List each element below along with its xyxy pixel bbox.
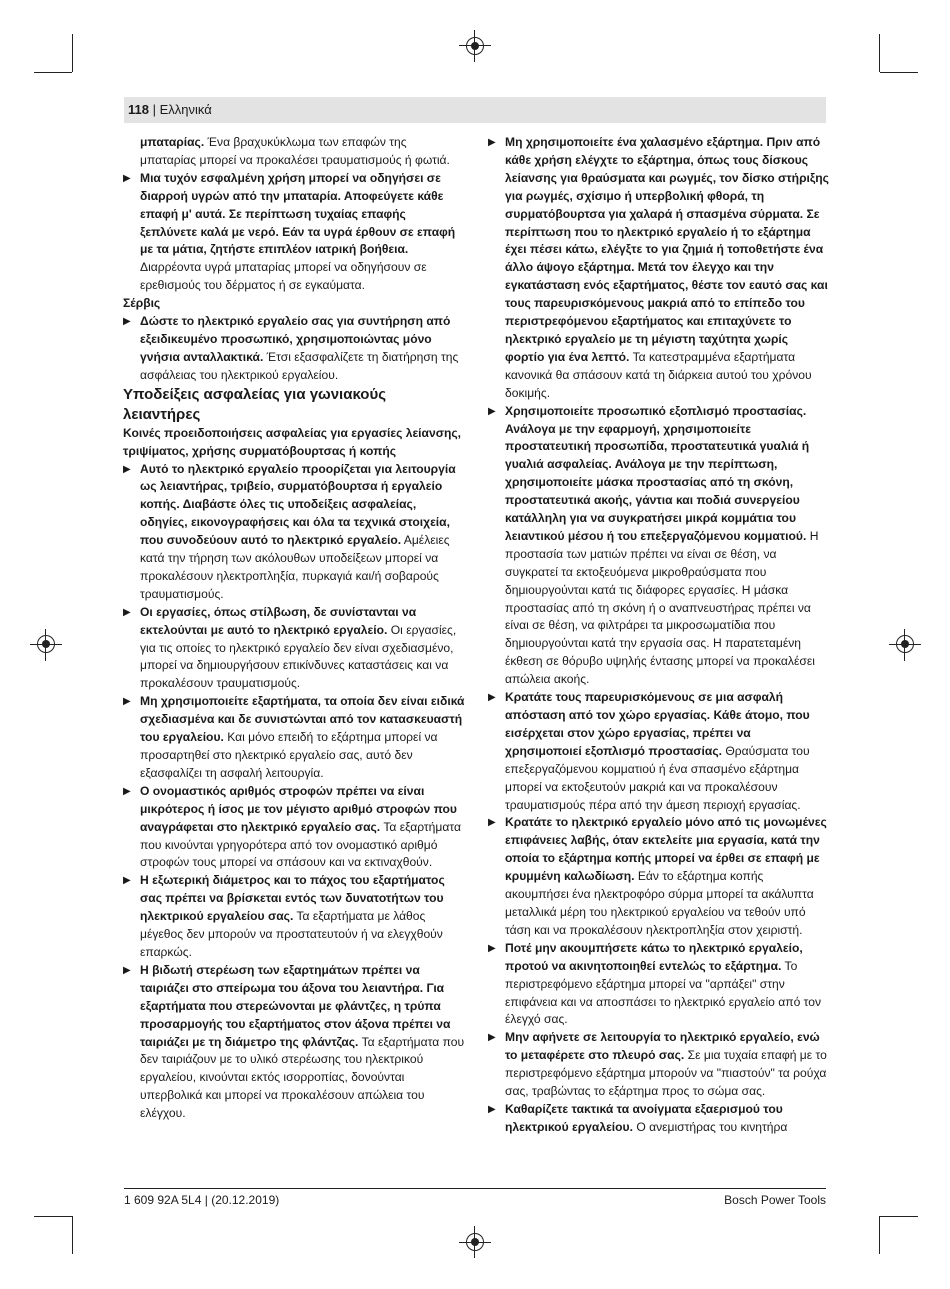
bullet-triangle-icon: ▶ xyxy=(123,606,131,618)
bullet-triangle-icon: ▶ xyxy=(123,172,131,184)
bullet-triangle-icon: ▶ xyxy=(488,692,496,704)
left-column xyxy=(123,134,465,1123)
header-language: Ελληνικά xyxy=(159,102,212,117)
subsection-heading: Σέρβις xyxy=(123,296,161,311)
crop-mark xyxy=(34,72,72,73)
crop-mark xyxy=(72,34,73,72)
registration-mark-icon xyxy=(466,37,484,55)
page-number: 118 xyxy=(128,102,149,117)
bold-text: Δώστε το ηλεκτρικό εργαλείο σας για συντήρηση από εξειδικευμένο προσωπικό, χρησιμοποιώντας μόνο γνήσια ανταλλακτικά. xyxy=(140,314,451,364)
body-text: Η προστασία των ματιών πρέπει να είναι σε θέση, να συγκρατεί τα εκτοξευόμενα μικροθραύσματα που δημιουργούνται κατά τις διάφορες εργασίες. Η μάσκα προστασίας από τη σκόνη ή ο αναπνευστήρας πρέπει να είναι σε θέση, να φιλτράρει τα μικροσωματίδια που δημιουργούνται κατά την εργασία σας. Η παρατεταμένη έκθεση σε θόρυβο υψηλής έντασης μπορεί να προκαλέσει απώλεια ακοής. xyxy=(505,528,819,687)
bullet-triangle-icon: ▶ xyxy=(123,964,131,976)
bullet-item xyxy=(488,1101,830,1137)
bold-text: Η βιδωτή στερέωση των εξαρτημάτων πρέπει να ταιριάζει στο σπείρωμα του άξονα του λειαντήρα. Για εξαρτήματα που στερεώνονται με φλάντζες, η τρύπα προσαρμογής του εξαρτήματος στον άξονα πρέπει να ταιριάζει με τη διάμετρο της φλάντζας. xyxy=(140,962,451,1049)
bullet-triangle-icon: ▶ xyxy=(488,1032,496,1044)
bold-text: Ποτέ μην ακουμπήσετε κάτω το ηλεκτρικό εργαλείο, προτού να ακινητοποιηθεί εντελώς το εξάρτημα. xyxy=(505,940,803,973)
body-text: Ένα βραχυκύκλωμα των επαφών της μπαταρίας μπορεί να προκαλέσει τραυματισμούς ή φωτιά. xyxy=(140,135,450,167)
body-text: Οι εργασίες, για τις οποίες το ηλεκτρικό εργαλείο δεν είναι σχεδιασμένο, μπορεί να δημιουργήσουν επικίνδυνες καταστάσεις και να προκαλέσουν τραυματισμούς. xyxy=(140,622,457,691)
bullet-triangle-icon: ▶ xyxy=(488,817,496,829)
bullet-triangle-icon: ▶ xyxy=(488,942,496,954)
section-heading: Υποδείξεις ασφαλείας για γωνιακούς λειαντήρες xyxy=(123,385,387,423)
registration-mark-icon xyxy=(896,635,914,653)
body-text: Τα εξαρτήματα που κινούνται γρηγορότερα από τον ονομαστικό αριθμό στροφών τους μπορεί να σπάσουν και να εκτιναχθούν. xyxy=(140,819,461,870)
bold-text: Μια τυχόν εσφαλμένη χρήση μπορεί να οδηγήσει σε διαρροή υγρών από την μπαταρία. Αποφεύγετε κάθε επαφή μ' αυτά. Σε περίπτωση τυχαίας επαφής ξεπλύνετε καλά με νερό. Εάν τα υγρά έρθουν σε επαφή με τα μάτια, ζητήστε επιπλέον ιατρική βοήθεια. xyxy=(140,170,456,257)
right-column xyxy=(488,134,830,1137)
brand-name: Bosch Power Tools xyxy=(724,1193,826,1207)
body-text: Διαρρέοντα υγρά μπαταρίας μπορεί να οδηγήσουν σε ερεθισμούς του δέρματος ή σε εγκαύματα. xyxy=(140,260,427,293)
bold-text: Καθαρίζετε τακτικά τα ανοίγματα εξαερισμού του ηλεκτρικού εργαλείου. xyxy=(505,1101,783,1134)
bold-text: Μη χρησιμοποιείτε ένα χαλασμένο εξάρτημα. Πριν από κάθε χρήση ελέγχτε το εξάρτημα, όπως τους δίσκους λείανσης για θραύσματα και ρωγμές, τον δίσκο στήριξης για ρωγμές, σχίσιμο ή υπερβολική φθορά, τη συρματόβουρτσα για χαλαρά ή σπασμένα σύρματα. Σε περίπτωση που το ηλεκτρικό εργαλείο ή το εξάρτημα έχει πέσει κάτω, ελέγξτε το για ζημιά ή τοποθετήστε ένα άλλο άψογο εξάρτημα. Μετά τον έλεγχο και την εγκατάσταση ενός εξαρτήματος, θέστε τον εαυτό σας και τους παρευρισκόμενους μακριά από το επίπεδο του περιστρεφόμενου εξαρτήματος και επιταχύνετε το ηλεκτρικό εργαλείο με τη μέγιστη ταχύτητα χωρίς φορτίο για ένα λεπτό. xyxy=(505,135,829,364)
crop-mark xyxy=(34,1216,72,1217)
body-text: Αμέλειες κατά την τήρηση των ακόλουθων υποδείξεων μπορεί να προκαλέσουν ηλεκτροπληξία, πυρκαγιά και/ή σοβαρούς τραυματισμούς. xyxy=(140,533,450,601)
registration-mark-icon xyxy=(466,1233,484,1251)
bullet-item xyxy=(123,872,465,962)
bold-text: μπαταρίας. xyxy=(140,135,205,149)
paragraph-continuation xyxy=(123,134,465,170)
body-text: Το περιστρεφόμενο εξάρτημα μπορεί να "αρπάξει" στην επιφάνεια και να αποσπάσει το ηλεκτρικό εργαλείο από τον έλεγχό σας. xyxy=(505,958,822,1027)
bold-text: Αυτό το ηλεκτρικό εργαλείο προορίζεται για λειτουργία ως λειαντήρας, τριβείο, συρματόβουρτσα ή εργαλείο κοπής. Διαβάστε όλες τις υποδείξεις ασφαλείας, οδηγίες, εικονογραφήσεις και όλα τα τεχνικά στοιχεία, που συνοδεύουν αυτό το ηλεκτρικό εργαλείο. xyxy=(140,461,456,548)
bullet-item xyxy=(123,170,465,295)
bullet-triangle-icon: ▶ xyxy=(123,785,131,797)
bullet-item xyxy=(488,689,830,814)
header-separator: | xyxy=(148,102,160,117)
bullet-triangle-icon: ▶ xyxy=(123,463,131,475)
bullet-triangle-icon: ▶ xyxy=(488,405,496,417)
bullet-item xyxy=(123,783,465,873)
body-text: Και μόνο επειδή το εξάρτημα μπορεί να προσαρτηθεί στο ηλεκτρικό εργαλείο σας, αυτό δεν εξασφαλίζει τη ασφαλή λειτουργία. xyxy=(140,730,438,780)
bold-text: Χρησιμοποιείτε προσωπικό εξοπλισμό προστασίας. Ανάλογα με την εφαρμογή, χρησιμοποιείτε προστατευτική προσωπίδα, προστατευτικά γυαλιά ή γυαλιά ασφαλείας. Ανάλογα με την περίπτωση, χρησιμοποιείτε μάσκα προστασίας από τη σκόνη, προστατευτικά ακοής, γάντια και ποδιά συνεργείου κατάλληλη για να συγκρατήσει μικρά κομμάτια του λειαντικού μέσου ή του επεξεργαζόμενου κομματιού. xyxy=(505,403,810,543)
bold-text: Κρατάτε το ηλεκτρικό εργαλείο μόνο από τις μονωμένες επιφάνειες λαβής, όταν εκτελείτε μια εργασία, κατά την οποία το εξάρτημα κοπής μπορεί να έρθει σε επαφή με κρυμμένη καλωδίωση. xyxy=(505,815,827,884)
bullet-item xyxy=(488,1029,830,1101)
page-footer xyxy=(124,1188,826,1207)
bold-text: Η εξωτερική διάμετρος και το πάχος του εξαρτήματος σας πρέπει να βρίσκεται εντός των δυνατοτήτων του ηλεκτρικού εργαλείου σας. xyxy=(140,873,445,924)
body-text: Σε μια τυχαία επαφή με το περιστρεφόμενο εξάρτημα μπορούν να "πιαστούν" τα ρούχα σας, τραβώντας το εξάρτημα προς το σώμα σας. xyxy=(505,1048,827,1099)
document-number: 1 609 92A 5L4 | (20.12.2019) xyxy=(124,1193,280,1207)
body-text: Τα εξαρτήματα που δεν ταιριάζουν με το υλικό στερέωσης του ηλεκτρικού εργαλείου, κινούνται εκτός ισορροπίας, δονούνται υπερβολικά και μπορεί να προκαλέσουν απώλεια του ελέγχου. xyxy=(140,1034,465,1121)
bold-text: Ο ονομαστικός αριθμός στροφών πρέπει να είναι μικρότερος ή ίσος με τον μέγιστο αριθμό στροφών που αναγράφεται στο ηλεκτρικό εργαλείο σας. xyxy=(140,783,457,834)
crop-mark xyxy=(880,72,918,73)
crop-mark xyxy=(879,1216,880,1254)
bullet-triangle-icon: ▶ xyxy=(123,316,131,328)
body-text: Εάν το εξάρτημα κοπής ακουμπήσει ένα ηλεκτροφόρο σύρμα μπορεί τα ακάλυπτα μεταλλικά μέρη του ηλεκτρικού εργαλείου να τεθούν υπό τάση και να προκαλέσουν ηλεκτροπληξία στον χειριστή. xyxy=(505,869,814,937)
crop-mark xyxy=(72,1216,73,1254)
bullet-item xyxy=(488,134,830,403)
registration-mark-icon xyxy=(37,635,55,653)
bullet-triangle-icon: ▶ xyxy=(488,137,496,148)
bullet-item xyxy=(123,313,465,385)
body-text: Τα εξαρτήματα με λάθος μέγεθος δεν μπορούν να προστατευτούν ή να ελεγχθούν επαρκώς. xyxy=(140,909,443,959)
bullet-item xyxy=(123,461,465,604)
bullet-item xyxy=(488,403,830,690)
bullet-item xyxy=(488,814,830,939)
running-header xyxy=(124,97,826,123)
bullet-item xyxy=(123,693,465,783)
bullet-triangle-icon: ▶ xyxy=(123,696,131,708)
bullet-item xyxy=(488,940,830,1030)
crop-mark xyxy=(880,1216,918,1217)
body-text: Ο ανεμιστήρας του κινητήρα xyxy=(632,1119,788,1134)
bold-text: Μη χρησιμοποιείτε εξαρτήματα, τα οποία δεν είναι ειδικά σχεδιασμένα και δε συνιστώνται από τον κατασκευαστή του εργαλείου. xyxy=(140,694,465,745)
body-text: Έτσι εξασφαλίζετε τη διατήρηση της ασφάλειας του ηλεκτρικού εργαλείου. xyxy=(140,349,459,382)
bullet-item xyxy=(123,962,465,1123)
bullet-triangle-icon: ▶ xyxy=(123,875,131,887)
section-subtitle: Κοινές προειδοποιήσεις ασφαλείας για εργασίες λείανσης, τριψίματος, χρήσης συρματόβουρτσας ή κοπής xyxy=(123,425,462,458)
body-text: Τα κατεστραμμένα εξαρτήματα κανονικά θα σπάσουν κατά τη διάρκεια αυτού του χρόνου δοκιμής. xyxy=(505,349,812,400)
bold-text: Οι εργασίες, όπως στίλβωση, δε συνίστανται να εκτελούνται με αυτό το ηλεκτρικό εργαλείο. xyxy=(140,604,417,637)
bold-text: Μην αφήνετε σε λειτουργία το ηλεκτρικό εργαλείο, ενώ το μεταφέρετε στο πλευρό σας. xyxy=(505,1030,820,1063)
bold-text: Κρατάτε τους παρευρισκόμενους σε μια ασφαλή απόσταση από τον χώρο εργασίας. Κάθε άτομο, που εισέρχεται στον χώρο εργασίας, πρέπει να χρησιμοποιεί εξοπλισμό προστασίας. xyxy=(505,690,810,758)
body-text: Θραύσματα του επεξεργαζόμενου κομματιού ή ένα σπασμένο εξάρτημα μπορεί να εκτοξευτούν μακριά και να προκαλέσουν τραυματισμούς πέρα από την άμεση περιοχή εργασίας. xyxy=(505,743,810,812)
crop-mark xyxy=(879,34,880,72)
bullet-triangle-icon: ▶ xyxy=(488,1103,496,1115)
bullet-item xyxy=(123,604,465,694)
